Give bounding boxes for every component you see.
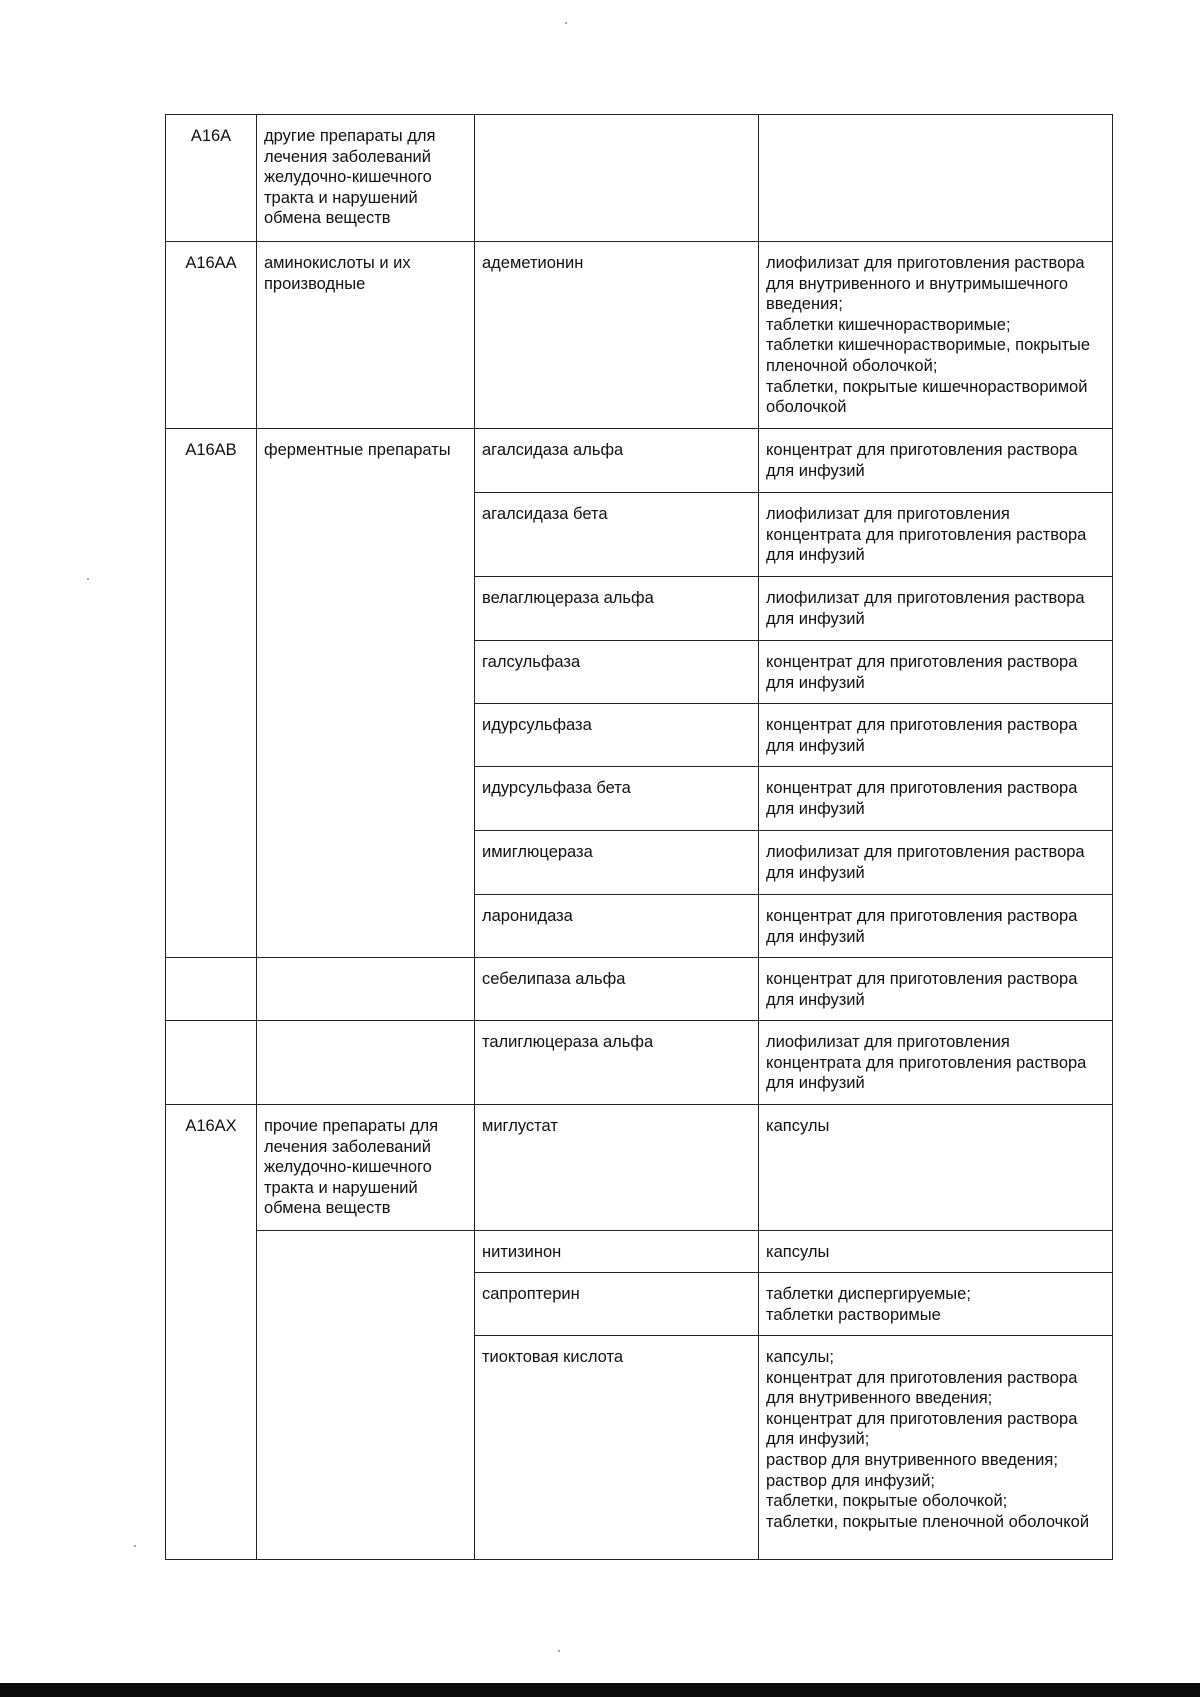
atc-code-cell: А16АВ bbox=[166, 429, 257, 493]
dosage-form-cell bbox=[759, 115, 1113, 242]
table-row bbox=[166, 831, 1113, 895]
table-row bbox=[166, 1336, 1113, 1560]
dosage-form-cell: капсулы; концентрат для приготовления раствора для внутривенного введения; концентрат для приготовления раствора для инфузий; раствор для внутривенного введения; раствор для инфузий; таблетки, покрытые оболочкой; таблетки, покрытые пленочной оболочкой bbox=[759, 1336, 1113, 1560]
group-name-cell bbox=[257, 1021, 475, 1105]
dosage-form-cell: капсулы bbox=[759, 1105, 1113, 1231]
group-name-cell bbox=[257, 1336, 475, 1560]
scan-edge-bar bbox=[0, 1683, 1200, 1697]
group-name-cell bbox=[257, 1273, 475, 1336]
table-row bbox=[166, 1021, 1113, 1105]
drug-name-cell: идурсульфаза bbox=[475, 704, 759, 767]
drug-name-cell bbox=[475, 115, 759, 242]
scan-speck bbox=[558, 1650, 560, 1652]
atc-code-cell bbox=[166, 767, 257, 831]
table-row bbox=[166, 577, 1113, 641]
group-name-cell bbox=[257, 1231, 475, 1273]
atc-code-cell bbox=[166, 1273, 257, 1336]
atc-code-cell: А16АХ bbox=[166, 1105, 257, 1231]
dosage-form-cell: концентрат для приготовления раствора для инфузий bbox=[759, 895, 1113, 958]
scan-speck bbox=[134, 1545, 136, 1547]
table-row bbox=[166, 1105, 1113, 1231]
dosage-form-cell: лиофилизат для приготовления концентрата для приготовления раствора для инфузий bbox=[759, 493, 1113, 577]
atc-code-cell: А16А bbox=[166, 115, 257, 242]
drug-name-cell: себелипаза альфа bbox=[475, 958, 759, 1021]
atc-code-cell bbox=[166, 895, 257, 958]
drug-name-cell: идурсульфаза бета bbox=[475, 767, 759, 831]
group-name-cell bbox=[257, 641, 475, 704]
drug-list-table bbox=[165, 114, 1113, 1560]
drug-name-cell: нитизинон bbox=[475, 1231, 759, 1273]
drug-name-cell: велаглюцераза альфа bbox=[475, 577, 759, 641]
dosage-form-cell: лиофилизат для приготовления раствора для инфузий bbox=[759, 831, 1113, 895]
atc-code-cell bbox=[166, 493, 257, 577]
drug-name-cell: агалсидаза альфа bbox=[475, 429, 759, 493]
group-name-cell bbox=[257, 493, 475, 577]
dosage-form-cell: лиофилизат для приготовления концентрата для приготовления раствора для инфузий bbox=[759, 1021, 1113, 1105]
group-name-cell: ферментные препараты bbox=[257, 429, 475, 493]
dosage-form-cell: лиофилизат для приготовления раствора для внутривенного и внутримышечного введения; таблетки кишечнорастворимые; таблетки кишечнорастворимые, покрытые пленочной оболочкой; таблетки, покрытые кишечнорастворимой оболочкой bbox=[759, 242, 1113, 429]
dosage-form-cell: концентрат для приготовления раствора для инфузий bbox=[759, 767, 1113, 831]
dosage-form-cell: концентрат для приготовления раствора для инфузий bbox=[759, 429, 1113, 493]
scan-speck bbox=[565, 22, 567, 24]
group-name-cell bbox=[257, 895, 475, 958]
table-row bbox=[166, 704, 1113, 767]
drug-name-cell: тиоктовая кислота bbox=[475, 1336, 759, 1560]
group-name-cell bbox=[257, 704, 475, 767]
dosage-form-cell: концентрат для приготовления раствора для инфузий bbox=[759, 704, 1113, 767]
drug-name-cell: талиглюцераза альфа bbox=[475, 1021, 759, 1105]
table-row bbox=[166, 958, 1113, 1021]
scan-speck bbox=[87, 578, 89, 580]
table-row bbox=[166, 242, 1113, 429]
group-name-cell bbox=[257, 958, 475, 1021]
atc-code-cell bbox=[166, 831, 257, 895]
drug-name-cell: имиглюцераза bbox=[475, 831, 759, 895]
drug-name-cell: ларонидаза bbox=[475, 895, 759, 958]
group-name-cell: другие препараты для лечения заболеваний желудочно-кишечного тракта и нарушений обмена веществ bbox=[257, 115, 475, 242]
drug-name-cell: сапроптерин bbox=[475, 1273, 759, 1336]
group-name-cell: прочие препараты для лечения заболеваний желудочно-кишечного тракта и нарушений обмена веществ bbox=[257, 1105, 475, 1231]
dosage-form-cell: концентрат для приготовления раствора для инфузий bbox=[759, 641, 1113, 704]
atc-code-cell bbox=[166, 704, 257, 767]
table-row bbox=[166, 493, 1113, 577]
group-name-cell: аминокислоты и их производные bbox=[257, 242, 475, 429]
table-row bbox=[166, 1231, 1113, 1273]
atc-code-cell bbox=[166, 1021, 257, 1105]
group-name-cell bbox=[257, 577, 475, 641]
group-name-cell bbox=[257, 767, 475, 831]
atc-code-cell bbox=[166, 641, 257, 704]
atc-code-cell bbox=[166, 577, 257, 641]
drug-name-cell: агалсидаза бета bbox=[475, 493, 759, 577]
table-row bbox=[166, 767, 1113, 831]
table-row bbox=[166, 115, 1113, 242]
atc-code-cell: А16АА bbox=[166, 242, 257, 429]
group-name-cell bbox=[257, 831, 475, 895]
drug-name-cell: адеметионин bbox=[475, 242, 759, 429]
atc-code-cell bbox=[166, 1231, 257, 1273]
drug-name-cell: миглустат bbox=[475, 1105, 759, 1231]
dosage-form-cell: капсулы bbox=[759, 1231, 1113, 1273]
dosage-form-cell: концентрат для приготовления раствора для инфузий bbox=[759, 958, 1113, 1021]
atc-code-cell bbox=[166, 1336, 257, 1560]
atc-code-cell bbox=[166, 958, 257, 1021]
table-row bbox=[166, 1273, 1113, 1336]
table-row bbox=[166, 429, 1113, 493]
table-row bbox=[166, 641, 1113, 704]
dosage-form-cell: лиофилизат для приготовления раствора для инфузий bbox=[759, 577, 1113, 641]
table-row bbox=[166, 895, 1113, 958]
dosage-form-cell: таблетки диспергируемые; таблетки растворимые bbox=[759, 1273, 1113, 1336]
drug-name-cell: галсульфаза bbox=[475, 641, 759, 704]
